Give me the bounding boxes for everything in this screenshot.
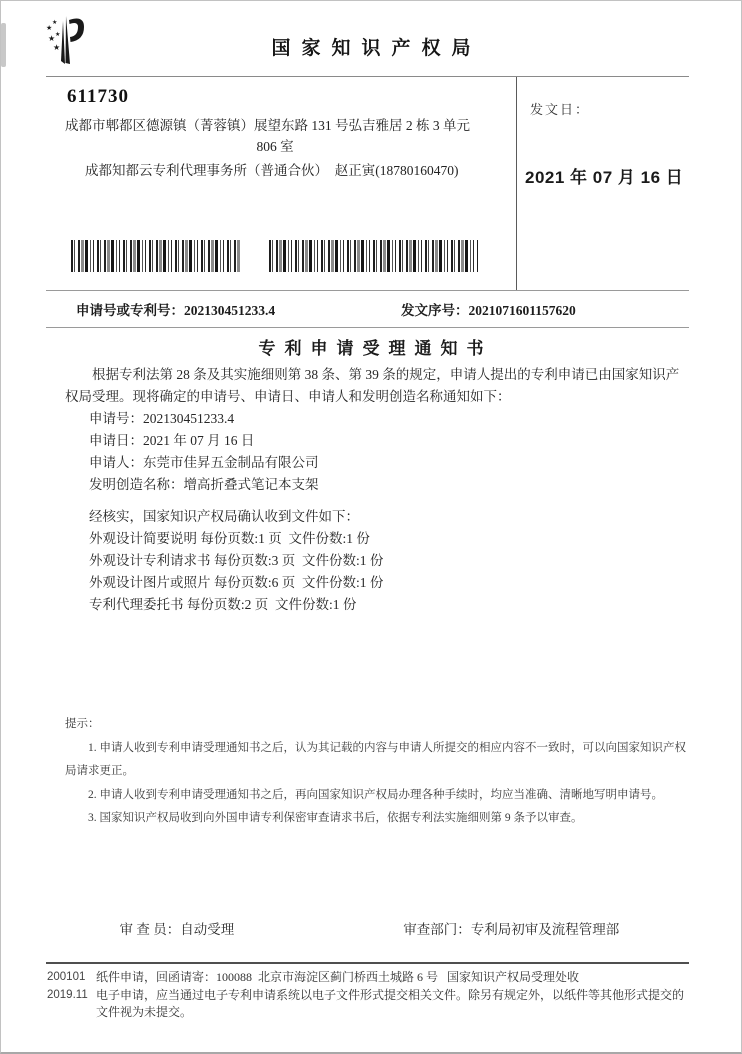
tips-label: 提示： xyxy=(65,718,100,730)
department-value: 专利局初审及流程管理部 xyxy=(470,922,620,937)
application-number-value: 202130451233.4 xyxy=(184,303,276,318)
tip-item: 3. 国家知识产权局收到向外国申请专利保密审查请求书后，依据专利法实施细则第 9 条予以审查。 xyxy=(88,812,583,824)
postal-code: 611730 xyxy=(67,86,129,107)
footer-code: 200101 xyxy=(47,971,86,983)
received-doc-item: 外观设计图片或照片 每份页数:6 页 文件份数:1 份 xyxy=(89,575,384,590)
divider-above-numbers xyxy=(46,290,689,291)
tips-section xyxy=(65,713,692,831)
notice-body xyxy=(65,364,689,616)
footer-row xyxy=(47,969,688,987)
field-applicant: 申请人：东莞市佳昇五金制品有限公司 xyxy=(89,455,319,470)
received-docs-intro: 经核实，国家知识产权局确认收到文件如下： xyxy=(89,509,359,524)
field-application-number: 申请号：202130451233.4 xyxy=(89,411,235,426)
tip-item: 1. 申请人收到专利申请受理通知书之后，认为其记载的内容与申请人所提交的相应内容不一致时，可以向国家知识产权局请求更正。 xyxy=(65,741,686,777)
notice-title: 专利申请受理通知书 xyxy=(258,339,493,358)
agent-line: 成都知都云专利代理事务所（普通合伙） 赵正寅(18780160470) xyxy=(85,163,459,178)
barcode-right xyxy=(269,240,478,272)
svg-text:★: ★ xyxy=(55,32,61,38)
footer-divider xyxy=(46,962,689,964)
recipient-block xyxy=(65,87,505,180)
footer-row xyxy=(47,987,688,1022)
divider-below-numbers xyxy=(46,327,689,328)
footer xyxy=(47,969,688,1022)
application-number-label: 申请号或专利号： xyxy=(76,303,184,318)
address-line-1: 成都市郫都区德源镇（菁蓉镇）展望东路 131 号弘吉雅居 2 栋 3 单元 xyxy=(65,118,470,133)
received-doc-item: 外观设计简要说明 每份页数:1 页 文件份数:1 份 xyxy=(89,531,370,546)
tip-item: 2. 申请人收到专利申请受理通知书之后，再向国家知识产权局办理各种手续时，均应当准确、清晰地写明申请号。 xyxy=(88,788,663,801)
agency-name: 国家知识产权局 xyxy=(271,38,482,59)
serial-number-value: 2021071601157620 xyxy=(468,303,576,318)
examiner-label: 审 查 员： xyxy=(119,922,181,937)
svg-text:★: ★ xyxy=(48,34,56,43)
field-application-date: 申请日：2021 年 07 月 16 日 xyxy=(89,433,255,448)
footer-text: 纸件申请，回函请寄：100088 北京市海淀区蓟门桥西土城路 6 号 国家知识产权局受理处收 xyxy=(96,970,580,984)
serial-number-label: 发文序号： xyxy=(401,303,469,318)
department-label: 审查部门： xyxy=(403,922,471,937)
footer-code: 2019.11 xyxy=(47,988,88,1001)
address-line-2: 806 室 xyxy=(256,139,294,154)
svg-text:★: ★ xyxy=(53,43,61,52)
svg-text:★: ★ xyxy=(52,20,58,26)
field-invention-name: 发明创造名称：增高折叠式笔记本支架 xyxy=(89,477,319,492)
examiner-value: 自动受理 xyxy=(180,922,235,937)
dispatch-date-box xyxy=(516,77,689,290)
barcode-left xyxy=(71,240,241,272)
received-doc-item: 外观设计专利请求书 每份页数:3 页 文件份数:1 份 xyxy=(89,553,384,568)
dispatch-date-label: 发文日： xyxy=(530,102,591,117)
received-doc-item: 专利代理委托书 每份页数:2 页 文件份数:1 份 xyxy=(89,597,357,612)
signoff-row xyxy=(106,902,688,970)
svg-text:★: ★ xyxy=(46,24,53,32)
dispatch-date-value: 2021 年 07 月 16 日 xyxy=(525,168,684,187)
numbers-row xyxy=(76,299,688,319)
footer-text: 电子申请，应当通过电子专利申请系统以电子文件形式提交相关文件。除另有规定外，以纸件等其他形式提交的文件视为未提交。 xyxy=(96,987,685,1019)
notice-intro: 根据专利法第 28 条及其实施细则第 38 条、第 39 条的规定，申请人提出的专利申请已由国家知识产权局受理。现将确定的申请号、申请日、申请人和发明创造名称通知如下： xyxy=(65,367,680,404)
